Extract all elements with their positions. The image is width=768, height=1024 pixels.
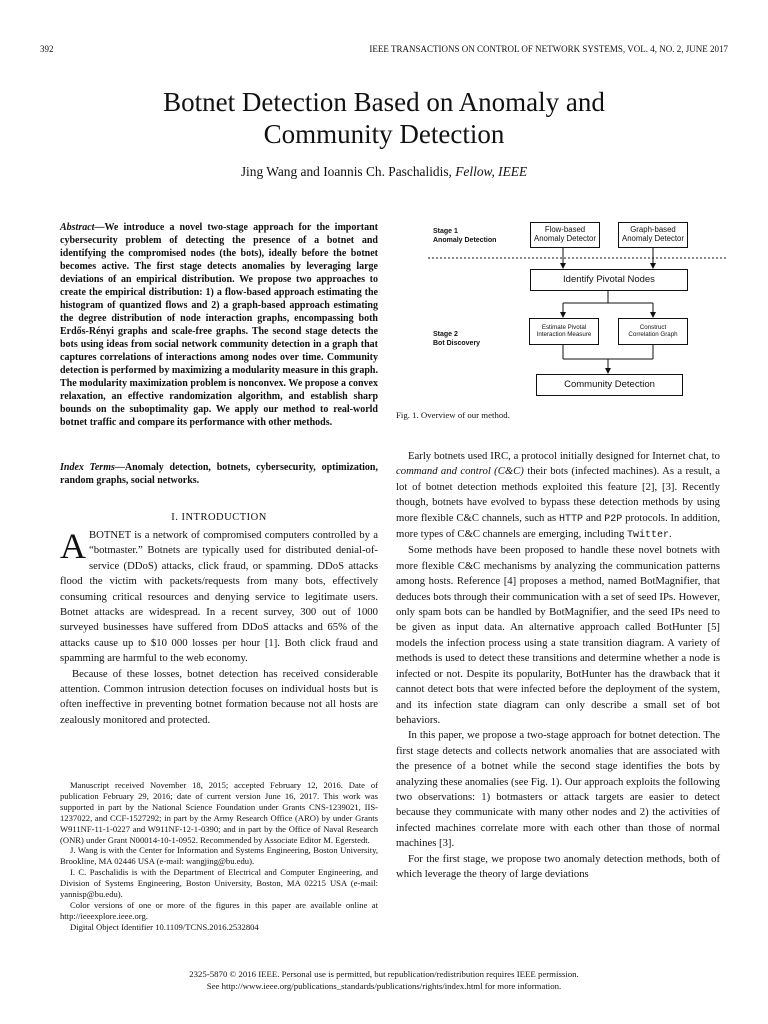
figure-1-diagram bbox=[428, 218, 728, 408]
index-label: Index Terms bbox=[60, 462, 115, 473]
copyright-line-2: See http://www.ieee.org/publications_standards/publications/rights/index.html for more information. bbox=[206, 981, 562, 991]
footnote-doi: Digital Object Identifier 10.1109/TCNS.2016.2532804 bbox=[70, 921, 259, 932]
abstract-label: Abstract bbox=[60, 222, 95, 233]
footnote-author-2: I. C. Paschalidis is with the Department of Electrical and Computer Engineering, and Division of Systems Engineering, Boston University, Boston, MA 02215 USA (e-mail: yannisp@bu.edu). bbox=[60, 867, 378, 900]
figure-caption: Fig. 1. Overview of our method. bbox=[396, 410, 510, 420]
footnote-block bbox=[60, 780, 378, 933]
drop-cap: A bbox=[60, 526, 86, 566]
introduction-body bbox=[60, 528, 378, 728]
intro-p1-text: BOTNET is a network of compromised computers controlled by a “botmaster.” Botnets are typically used for distributed denial-of-service (DDoS) attacks, click fraud, or spamming. DDoS attacks flood the victim with packets/requests from many bots, effectively consuming critical resources and denying service to legitimate users. Botnet attacks are widespread. In a recent survey, 300 out of 1000 surveyed businesses have suffered from DDoS attacks and 65% of the attacks cause up to $10 000 losses per hour [1]. Both click fraud and spamming are harmful to the web economy. bbox=[60, 529, 378, 665]
identify-pivotal-nodes-box: Identify Pivotal Nodes bbox=[530, 269, 688, 291]
flow-based-detector-box: Flow-based Anomaly Detector bbox=[530, 222, 600, 248]
graph-based-detector-box: Graph-based Anomaly Detector bbox=[618, 222, 688, 248]
twitter-code: Twitter bbox=[627, 530, 670, 542]
stage-1-label: Stage 1 Anomaly Detection bbox=[433, 228, 497, 244]
intro-paragraph-2: Because of these losses, botnet detection has received considerable attention. Common intrusion detection focuses on individual hosts but is often ineffective in preventing botnet formation because not all hosts are zealously monitored and protected. bbox=[60, 667, 378, 726]
copyright-line-1: 2325-5870 © 2016 IEEE. Personal use is permitted, but republication/redistribution requires IEEE permission. bbox=[189, 969, 579, 979]
right-paragraph-2: Some methods have been proposed to handle these novel botnets with more flexible C&C mechanisms by analyzing the communication patterns among hosts. Reference [4] proposes a method, named BotMagnifier, that deduces bots through their communication with a set of seed IPs. However, only spam bots can be handled by BotMagnifier, and the seed IPs need to be given as input data. An alternative approach called BotHunter [5] models the infection process using a state transition diagram. A variety of methods is used to detect these transitions and determine whether a node is infected or not. Despite its popularity, BotHunter has the drawback that it cannot detect bots that were infected before the deployment of the system, and its infection state diagram can only describe a small set of bot behaviors. bbox=[396, 544, 720, 726]
page-number: 392 bbox=[40, 44, 54, 54]
estimate-pivotal-box: Estimate Pivotal Interaction Measure bbox=[529, 318, 599, 345]
footnote-color: Color versions of one or more of the figures in this paper are available online at http://ieeexplore.ieee.org. bbox=[60, 899, 378, 921]
section-heading: I. INTRODUCTION bbox=[171, 512, 267, 523]
index-text: —Anomaly detection, botnets, cybersecurity, optimization, random graphs, social networks. bbox=[60, 462, 378, 486]
construct-graph-box: Construct Correlation Graph bbox=[618, 318, 688, 345]
right-paragraph-3: In this paper, we propose a two-stage approach for botnet detection. The first stage detects and collects network anomalies that are associated with the presence of a botnet while the second stage identifies the bots by analyzing these anomalies (see Fig. 1). Our approach exploits the following two observations: 1) botmasters or attack targets are easier to detect because they communicate with many other nodes and 2) the activities of infected machines correlate more with each other than those of normal machines [3]. bbox=[396, 729, 720, 850]
right-paragraph-1: Early botnets used IRC, a protocol initially designed for Internet chat, to command and control (C&C) their bots (infected machines). As a result, a lot of botnet detection methods exploited this feature [2], [3]. Recently though, botnets have evolved to bypass these detection methods by using more flexible C&C channels, such as HTTP and P2P protocols. In addition, more types of C&C channels are emerging, including Twitter. bbox=[396, 450, 720, 542]
paper-title bbox=[0, 86, 768, 150]
footnote-manuscript: Manuscript received November 18, 2015; accepted February 12, 2016. Date of publication February 29, 2016; date of current version June 16, 2017. This work was supported in part by the National Science Foundation under Grants CNS-1239021, IIS-1237022, and CCF-1527292; in part by the Army Research Office (ARO) by under Grants W911NF-11-1-0227 and W911NF-12-1-0390; and in part by the Office of Naval Research (ONR) under Grant N00014-10-1-0952. Recommended by Associate Editor M. Egerstedt. bbox=[60, 780, 378, 845]
author-line bbox=[0, 164, 768, 180]
abstract-text: —We introduce a novel two-stage approach for the important cybersecurity problem of detecting the presence of a botnet and identifying the compromised nodes (the bots), ideally before the botnet becomes active. The first stage detects anomalies by leveraging large deviations of an empirical distribution. We propose two approaches to create the empirical distribution: 1) a flow-based approach estimating the histogram of quantized flows and 2) a graph-based approach estimating the degree distribution of node interaction graphs, encompassing both Erdős-Rényi graphs and scale-free graphs. The second stage detects the bots using ideas from social network community detection in a graph that captures correlations of interactions among nodes over time. Community detection is performed by maximizing a modularity measure in this graph. The modularity maximization problem is nonconvex. We propose a convex relaxation, an effective randomization algorithm, and establish sharp bounds on the suboptimality gap. We apply our method to real-world botnet traffic and compare its performance with other methods. bbox=[60, 222, 378, 428]
title-line-1: Botnet Detection Based on Anomaly and bbox=[163, 87, 605, 117]
p2p-code: P2P bbox=[604, 513, 623, 525]
journal-header: IEEE TRANSACTIONS ON CONTROL OF NETWORK SYSTEMS, VOL. 4, NO. 2, JUNE 2017 bbox=[369, 44, 728, 54]
right-column-body bbox=[396, 449, 720, 882]
index-terms bbox=[60, 461, 378, 487]
title-line-2: Community Detection bbox=[263, 119, 505, 149]
authors: Jing Wang and Ioannis Ch. Paschalidis, bbox=[240, 164, 452, 179]
stage-2-label: Stage 2 Bot Discovery bbox=[433, 331, 481, 347]
http-code: HTTP bbox=[559, 513, 584, 525]
copyright-notice bbox=[0, 968, 768, 992]
community-detection-box: Community Detection bbox=[536, 374, 683, 396]
right-paragraph-4: For the first stage, we propose two anomaly detection methods, both of which leverage the theory of large deviations bbox=[396, 852, 720, 880]
author-suffix: Fellow, IEEE bbox=[455, 164, 528, 179]
abstract bbox=[60, 221, 378, 429]
cc-emphasis: command and control (C&C) bbox=[396, 465, 524, 478]
intro-paragraph-1 bbox=[60, 528, 378, 667]
footnote-author-1: J. Wang is with the Center for Information and Systems Engineering, Boston University, Brookline, MA 02446 USA (e-mail: wangjing@bu.edu). bbox=[60, 845, 378, 867]
